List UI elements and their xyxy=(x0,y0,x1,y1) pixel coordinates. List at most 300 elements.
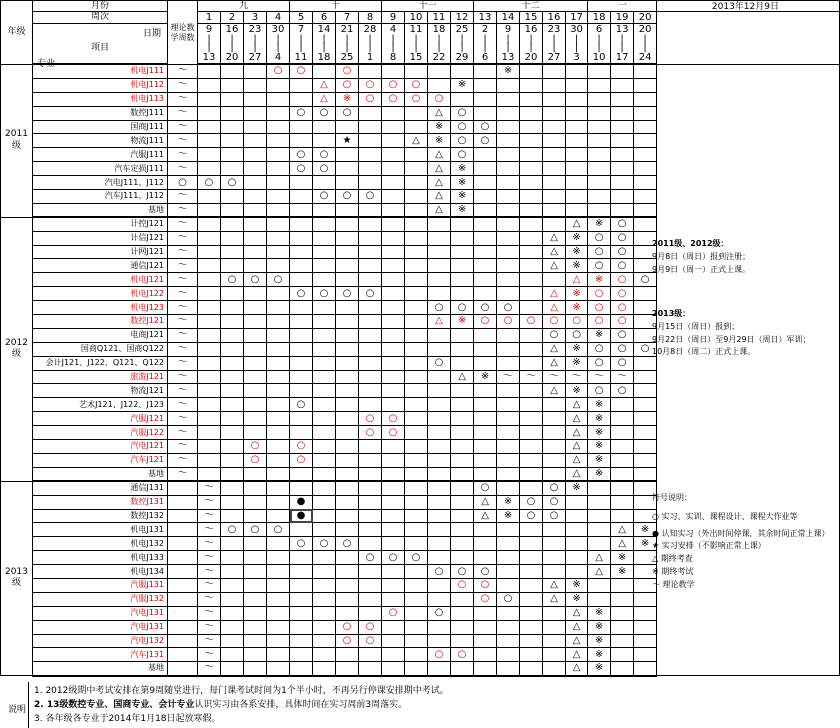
week-cell[interactable] xyxy=(543,78,566,92)
week-cell[interactable] xyxy=(611,592,634,606)
week-cell[interactable] xyxy=(428,412,451,426)
week-cell[interactable]: ※ xyxy=(588,606,611,620)
week-cell[interactable] xyxy=(497,537,520,551)
week-cell[interactable]: ○ xyxy=(451,148,474,162)
week-cell[interactable]: ○ xyxy=(382,426,405,440)
week-cell[interactable]: △ xyxy=(566,620,588,634)
week-cell[interactable] xyxy=(313,176,336,190)
week-cell[interactable]: △ xyxy=(428,148,451,162)
week-cell[interactable] xyxy=(474,384,497,398)
week-cell[interactable]: ● xyxy=(290,509,313,523)
week-cell[interactable] xyxy=(267,370,290,384)
week-cell[interactable] xyxy=(611,426,634,440)
week-cell[interactable] xyxy=(428,273,451,287)
week-cell[interactable]: ※ xyxy=(588,453,611,467)
week-cell[interactable] xyxy=(611,634,634,648)
week-cell[interactable] xyxy=(588,92,611,106)
week-cell[interactable] xyxy=(588,578,611,592)
week-cell[interactable] xyxy=(290,523,313,537)
week-cell[interactable] xyxy=(244,217,267,231)
week-cell[interactable] xyxy=(497,148,520,162)
week-cell[interactable] xyxy=(198,203,221,217)
week-cell[interactable] xyxy=(405,176,428,190)
week-cell[interactable] xyxy=(382,315,405,329)
week-cell[interactable] xyxy=(336,509,359,523)
week-cell[interactable] xyxy=(520,453,543,467)
week-cell[interactable] xyxy=(543,523,566,537)
week-cell[interactable] xyxy=(221,620,244,634)
week-cell[interactable] xyxy=(267,92,290,106)
week-cell[interactable] xyxy=(244,342,267,356)
week-cell[interactable] xyxy=(244,190,267,204)
week-cell[interactable] xyxy=(611,453,634,467)
week-cell[interactable] xyxy=(359,578,382,592)
week-cell[interactable] xyxy=(290,648,313,662)
week-cell[interactable] xyxy=(543,662,566,676)
week-cell[interactable] xyxy=(359,203,382,217)
week-cell[interactable] xyxy=(244,495,267,509)
week-cell[interactable] xyxy=(405,231,428,245)
week-cell[interactable] xyxy=(405,398,428,412)
week-cell[interactable] xyxy=(336,259,359,273)
week-cell[interactable] xyxy=(588,523,611,537)
week-cell[interactable] xyxy=(497,92,520,106)
week-cell[interactable] xyxy=(428,440,451,454)
week-cell[interactable]: ～ xyxy=(198,662,221,676)
week-cell[interactable] xyxy=(474,245,497,259)
week-cell[interactable] xyxy=(474,328,497,342)
week-cell[interactable] xyxy=(520,176,543,190)
week-cell[interactable] xyxy=(336,176,359,190)
week-cell[interactable] xyxy=(359,120,382,134)
week-cell[interactable] xyxy=(520,620,543,634)
week-cell[interactable] xyxy=(267,301,290,315)
week-cell[interactable] xyxy=(428,495,451,509)
week-cell[interactable] xyxy=(520,523,543,537)
week-cell[interactable] xyxy=(611,65,634,79)
week-cell[interactable] xyxy=(634,134,657,148)
week-cell[interactable] xyxy=(336,301,359,315)
week-cell[interactable] xyxy=(382,620,405,634)
week-cell[interactable]: △ xyxy=(405,134,428,148)
week-cell[interactable] xyxy=(313,551,336,565)
week-cell[interactable]: △ xyxy=(428,315,451,329)
week-cell[interactable] xyxy=(520,134,543,148)
week-cell[interactable]: ※ xyxy=(451,203,474,217)
week-cell[interactable]: ○ xyxy=(336,634,359,648)
week-cell[interactable] xyxy=(543,606,566,620)
week-cell[interactable] xyxy=(405,259,428,273)
week-cell[interactable] xyxy=(588,537,611,551)
week-cell[interactable]: ～ xyxy=(520,370,543,384)
week-cell[interactable] xyxy=(359,65,382,79)
week-cell[interactable] xyxy=(267,315,290,329)
week-cell[interactable] xyxy=(405,565,428,579)
week-cell[interactable] xyxy=(451,453,474,467)
week-cell[interactable] xyxy=(382,231,405,245)
week-cell[interactable]: ○ xyxy=(290,65,313,79)
week-cell[interactable] xyxy=(451,245,474,259)
week-cell[interactable] xyxy=(543,648,566,662)
week-cell[interactable]: ※ xyxy=(566,245,588,259)
week-cell[interactable] xyxy=(428,342,451,356)
week-cell[interactable] xyxy=(244,328,267,342)
week-cell[interactable]: △ xyxy=(543,578,566,592)
week-cell[interactable] xyxy=(221,148,244,162)
week-cell[interactable]: ※ xyxy=(451,162,474,176)
week-cell[interactable] xyxy=(474,551,497,565)
week-cell[interactable] xyxy=(244,315,267,329)
week-cell[interactable]: ※ xyxy=(451,315,474,329)
week-cell[interactable] xyxy=(382,662,405,676)
week-cell[interactable] xyxy=(221,301,244,315)
week-cell[interactable] xyxy=(497,578,520,592)
week-cell[interactable]: ※ xyxy=(588,620,611,634)
week-cell[interactable]: ○ xyxy=(290,148,313,162)
week-cell[interactable] xyxy=(382,356,405,370)
week-cell[interactable]: △ xyxy=(566,634,588,648)
week-cell[interactable] xyxy=(267,106,290,120)
week-cell[interactable] xyxy=(221,356,244,370)
week-cell[interactable] xyxy=(497,412,520,426)
week-cell[interactable] xyxy=(290,467,313,481)
week-cell[interactable] xyxy=(543,467,566,481)
week-cell[interactable] xyxy=(313,245,336,259)
week-cell[interactable] xyxy=(497,551,520,565)
week-cell[interactable]: ○ xyxy=(382,606,405,620)
week-cell[interactable] xyxy=(497,287,520,301)
week-cell[interactable]: ※ xyxy=(588,662,611,676)
week-cell[interactable] xyxy=(405,106,428,120)
week-cell[interactable] xyxy=(451,634,474,648)
week-cell[interactable] xyxy=(359,231,382,245)
week-cell[interactable] xyxy=(497,245,520,259)
week-cell[interactable] xyxy=(520,592,543,606)
week-cell[interactable] xyxy=(405,412,428,426)
week-cell[interactable] xyxy=(244,509,267,523)
week-cell[interactable] xyxy=(313,648,336,662)
week-cell[interactable] xyxy=(588,495,611,509)
week-cell[interactable] xyxy=(198,120,221,134)
week-cell[interactable] xyxy=(313,412,336,426)
week-cell[interactable] xyxy=(474,453,497,467)
week-cell[interactable] xyxy=(290,634,313,648)
week-cell[interactable] xyxy=(359,328,382,342)
week-cell[interactable]: ○ xyxy=(588,315,611,329)
week-cell[interactable] xyxy=(359,217,382,231)
week-cell[interactable] xyxy=(474,398,497,412)
week-cell[interactable] xyxy=(634,162,657,176)
week-cell[interactable]: ○ xyxy=(359,412,382,426)
week-cell[interactable] xyxy=(244,245,267,259)
week-cell[interactable] xyxy=(428,453,451,467)
week-cell[interactable]: ○ xyxy=(611,273,634,287)
week-cell[interactable]: ※ xyxy=(451,78,474,92)
week-cell[interactable] xyxy=(267,495,290,509)
week-cell[interactable]: ～ xyxy=(198,606,221,620)
week-cell[interactable] xyxy=(382,162,405,176)
week-cell[interactable] xyxy=(428,620,451,634)
week-cell[interactable] xyxy=(611,106,634,120)
week-cell[interactable] xyxy=(382,398,405,412)
week-cell[interactable]: ○ xyxy=(313,162,336,176)
week-cell[interactable] xyxy=(313,606,336,620)
week-cell[interactable] xyxy=(405,203,428,217)
week-cell[interactable] xyxy=(451,287,474,301)
week-cell[interactable]: ○ xyxy=(382,78,405,92)
week-cell[interactable] xyxy=(588,78,611,92)
week-cell[interactable] xyxy=(611,606,634,620)
week-cell[interactable] xyxy=(313,565,336,579)
week-cell[interactable]: ○ xyxy=(611,301,634,315)
week-cell[interactable] xyxy=(382,134,405,148)
week-cell[interactable] xyxy=(634,190,657,204)
week-cell[interactable]: △ xyxy=(543,287,566,301)
week-cell[interactable]: ○ xyxy=(611,328,634,342)
week-cell[interactable] xyxy=(290,426,313,440)
week-cell[interactable] xyxy=(543,565,566,579)
week-cell[interactable] xyxy=(566,148,588,162)
week-cell[interactable] xyxy=(221,481,244,495)
week-cell[interactable] xyxy=(474,106,497,120)
week-cell[interactable] xyxy=(451,426,474,440)
week-cell[interactable] xyxy=(198,315,221,329)
week-cell[interactable] xyxy=(543,273,566,287)
week-cell[interactable] xyxy=(336,453,359,467)
week-cell[interactable] xyxy=(474,467,497,481)
week-cell[interactable] xyxy=(543,426,566,440)
week-cell[interactable] xyxy=(313,231,336,245)
week-cell[interactable] xyxy=(359,384,382,398)
week-cell[interactable] xyxy=(520,634,543,648)
week-cell[interactable]: ○ xyxy=(611,342,634,356)
week-cell[interactable] xyxy=(405,662,428,676)
week-cell[interactable] xyxy=(198,65,221,79)
week-cell[interactable]: ※ xyxy=(566,342,588,356)
week-cell[interactable] xyxy=(359,301,382,315)
week-cell[interactable] xyxy=(198,162,221,176)
week-cell[interactable]: ○ xyxy=(428,565,451,579)
week-cell[interactable] xyxy=(244,662,267,676)
week-cell[interactable] xyxy=(405,453,428,467)
week-cell[interactable] xyxy=(405,634,428,648)
week-cell[interactable] xyxy=(244,606,267,620)
week-cell[interactable]: △ xyxy=(611,537,634,551)
week-cell[interactable]: ○ xyxy=(520,315,543,329)
week-cell[interactable] xyxy=(520,565,543,579)
week-cell[interactable] xyxy=(267,453,290,467)
week-cell[interactable] xyxy=(244,537,267,551)
week-cell[interactable] xyxy=(451,523,474,537)
week-cell[interactable] xyxy=(382,148,405,162)
week-cell[interactable] xyxy=(405,315,428,329)
week-cell[interactable]: ○ xyxy=(359,551,382,565)
week-cell[interactable]: ～ xyxy=(611,370,634,384)
week-cell[interactable] xyxy=(428,259,451,273)
week-cell[interactable] xyxy=(382,565,405,579)
week-cell[interactable] xyxy=(359,342,382,356)
week-cell[interactable] xyxy=(336,370,359,384)
week-cell[interactable] xyxy=(198,370,221,384)
week-cell[interactable] xyxy=(497,120,520,134)
week-cell[interactable] xyxy=(634,606,657,620)
week-cell[interactable]: ○ xyxy=(611,217,634,231)
week-cell[interactable] xyxy=(267,342,290,356)
week-cell[interactable] xyxy=(267,565,290,579)
week-cell[interactable]: ～ xyxy=(198,592,221,606)
week-cell[interactable]: △ xyxy=(451,370,474,384)
week-cell[interactable] xyxy=(405,509,428,523)
week-cell[interactable] xyxy=(520,120,543,134)
week-cell[interactable]: ※ xyxy=(566,231,588,245)
week-cell[interactable]: △ xyxy=(566,398,588,412)
week-cell[interactable] xyxy=(359,134,382,148)
week-cell[interactable] xyxy=(313,342,336,356)
week-cell[interactable] xyxy=(474,92,497,106)
week-cell[interactable] xyxy=(244,259,267,273)
week-cell[interactable]: ○ xyxy=(451,648,474,662)
week-cell[interactable]: △ xyxy=(588,565,611,579)
week-cell[interactable] xyxy=(244,634,267,648)
week-cell[interactable] xyxy=(267,551,290,565)
week-cell[interactable]: ○ xyxy=(428,606,451,620)
week-cell[interactable] xyxy=(267,176,290,190)
week-cell[interactable] xyxy=(405,301,428,315)
week-cell[interactable] xyxy=(382,328,405,342)
week-cell[interactable] xyxy=(588,162,611,176)
week-cell[interactable] xyxy=(497,78,520,92)
week-cell[interactable] xyxy=(566,551,588,565)
week-cell[interactable] xyxy=(405,523,428,537)
week-cell[interactable] xyxy=(267,398,290,412)
week-cell[interactable] xyxy=(290,231,313,245)
week-cell[interactable] xyxy=(520,426,543,440)
week-cell[interactable] xyxy=(543,551,566,565)
week-cell[interactable]: ○ xyxy=(336,287,359,301)
week-cell[interactable] xyxy=(474,259,497,273)
week-cell[interactable]: ○ xyxy=(497,315,520,329)
week-cell[interactable]: △ xyxy=(313,78,336,92)
week-cell[interactable] xyxy=(520,287,543,301)
week-cell[interactable] xyxy=(221,370,244,384)
week-cell[interactable] xyxy=(611,176,634,190)
week-cell[interactable]: ○ xyxy=(267,523,290,537)
week-cell[interactable] xyxy=(497,259,520,273)
week-cell[interactable] xyxy=(588,203,611,217)
week-cell[interactable] xyxy=(543,134,566,148)
week-cell[interactable] xyxy=(336,203,359,217)
week-cell[interactable] xyxy=(634,398,657,412)
week-cell[interactable] xyxy=(497,203,520,217)
week-cell[interactable]: ○ xyxy=(611,259,634,273)
week-cell[interactable] xyxy=(428,578,451,592)
week-cell[interactable]: ○ xyxy=(290,453,313,467)
week-cell[interactable] xyxy=(336,342,359,356)
week-cell[interactable] xyxy=(566,78,588,92)
week-cell[interactable] xyxy=(382,259,405,273)
week-cell[interactable] xyxy=(428,509,451,523)
week-cell[interactable] xyxy=(451,342,474,356)
week-cell[interactable] xyxy=(497,398,520,412)
week-cell[interactable]: △ xyxy=(543,592,566,606)
week-cell[interactable] xyxy=(313,523,336,537)
week-cell[interactable]: ※ xyxy=(497,65,520,79)
week-cell[interactable] xyxy=(244,384,267,398)
week-cell[interactable] xyxy=(611,203,634,217)
week-cell[interactable] xyxy=(451,356,474,370)
week-cell[interactable]: ○ xyxy=(244,273,267,287)
week-cell[interactable] xyxy=(451,481,474,495)
week-cell[interactable] xyxy=(290,370,313,384)
week-cell[interactable] xyxy=(520,551,543,565)
week-cell[interactable]: ○ xyxy=(359,287,382,301)
week-cell[interactable] xyxy=(611,481,634,495)
week-cell[interactable] xyxy=(611,398,634,412)
week-cell[interactable] xyxy=(221,384,244,398)
week-cell[interactable]: △ xyxy=(543,301,566,315)
week-cell[interactable]: ○ xyxy=(290,162,313,176)
week-cell[interactable] xyxy=(451,65,474,79)
week-cell[interactable] xyxy=(474,537,497,551)
week-cell[interactable]: ※ xyxy=(497,509,520,523)
week-cell[interactable]: △ xyxy=(588,551,611,565)
week-cell[interactable]: ○ xyxy=(428,648,451,662)
week-cell[interactable] xyxy=(634,217,657,231)
week-cell[interactable]: ～ xyxy=(198,537,221,551)
week-cell[interactable] xyxy=(405,384,428,398)
week-cell[interactable]: ○ xyxy=(474,481,497,495)
week-cell[interactable] xyxy=(244,65,267,79)
week-cell[interactable] xyxy=(290,384,313,398)
week-cell[interactable] xyxy=(588,509,611,523)
week-cell[interactable] xyxy=(588,134,611,148)
week-cell[interactable] xyxy=(198,217,221,231)
week-cell[interactable] xyxy=(566,134,588,148)
week-cell[interactable] xyxy=(221,106,244,120)
week-cell[interactable] xyxy=(336,412,359,426)
week-cell[interactable] xyxy=(336,148,359,162)
week-cell[interactable] xyxy=(221,592,244,606)
week-cell[interactable] xyxy=(474,648,497,662)
week-cell[interactable] xyxy=(382,481,405,495)
week-cell[interactable] xyxy=(451,398,474,412)
week-cell[interactable]: △ xyxy=(428,162,451,176)
week-cell[interactable]: ○ xyxy=(336,78,359,92)
week-cell[interactable] xyxy=(611,648,634,662)
week-cell[interactable]: ○ xyxy=(611,384,634,398)
week-cell[interactable] xyxy=(267,162,290,176)
week-cell[interactable] xyxy=(313,301,336,315)
week-cell[interactable] xyxy=(267,509,290,523)
week-cell[interactable] xyxy=(313,384,336,398)
week-cell[interactable]: ※ xyxy=(588,328,611,342)
week-cell[interactable]: ※ xyxy=(336,92,359,106)
week-cell[interactable]: ※ xyxy=(566,287,588,301)
week-cell[interactable]: ※ xyxy=(611,551,634,565)
week-cell[interactable] xyxy=(497,620,520,634)
week-cell[interactable]: ○ xyxy=(520,509,543,523)
week-cell[interactable]: ○ xyxy=(290,537,313,551)
week-cell[interactable] xyxy=(497,328,520,342)
week-cell[interactable] xyxy=(313,315,336,329)
week-cell[interactable] xyxy=(290,662,313,676)
week-cell[interactable] xyxy=(290,190,313,204)
week-cell[interactable]: ○ xyxy=(359,190,382,204)
week-cell[interactable] xyxy=(267,662,290,676)
week-cell[interactable] xyxy=(634,412,657,426)
week-cell[interactable] xyxy=(497,426,520,440)
week-cell[interactable] xyxy=(474,606,497,620)
